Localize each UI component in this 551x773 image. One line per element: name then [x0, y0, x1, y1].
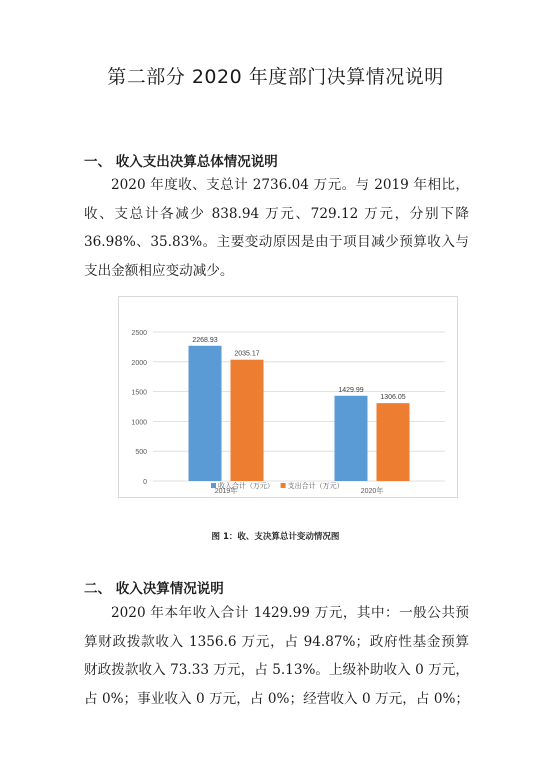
paragraph-line: 算财政拨款收入 1356.6 万元，占 94.87%；政府性基金预算 — [84, 633, 469, 650]
y-tick-label: 2500 — [131, 330, 147, 337]
x-tick-label: 2019年 — [214, 488, 238, 495]
bar — [335, 396, 368, 481]
y-tick-label: 2000 — [131, 359, 147, 367]
data-label: 1306.05 — [380, 394, 406, 402]
paragraph-line: 2020 年度收、支总计 2736.04 万元。与 2019 年相比， — [111, 177, 469, 193]
paragraph-line: 2020 年本年收入合计 1429.99 万元，其中：一般公共预 — [111, 605, 469, 621]
data-label: 2035.17 — [234, 350, 260, 358]
y-tick-label: 1000 — [131, 419, 147, 427]
chart-caption: 图 1：收、支决算总计变动情况图 — [211, 532, 340, 542]
paragraph-line: 支出金额相应变动减少。 — [84, 262, 234, 279]
paragraph-line: 财政拨款收入 73.33 万元，占 5.13%。上级补助收入 0 万元， — [84, 662, 469, 678]
legend-label: 收入合计（万元） — [218, 483, 274, 490]
section-1-paragraph — [84, 171, 469, 285]
chart-svg — [119, 297, 457, 497]
legend-swatch — [281, 483, 286, 488]
y-tick-label: 0 — [143, 479, 147, 486]
y-tick-label: 500 — [135, 449, 147, 457]
section-heading-2: 二、 收入决算情况说明 — [84, 581, 224, 597]
legend-swatch — [211, 483, 216, 488]
data-label: 2268.93 — [192, 336, 218, 344]
bar — [231, 360, 264, 481]
bar — [189, 346, 222, 481]
section-heading-1: 一、 收入支出决算总体情况说明 — [84, 154, 278, 170]
page-title: 第二部分 2020 年度部门决算情况说明 — [107, 66, 444, 88]
section-2-paragraph — [84, 599, 469, 713]
paragraph-line: 36.98%、35.83%。主要变动原因是由于项目减少预算收入与 — [84, 234, 469, 250]
paragraph-line: 占 0%；事业收入 0 万元，占 0%；经营收入 0 万元，占 0%； — [84, 690, 469, 707]
y-tick-label: 1500 — [131, 389, 147, 397]
data-label: 1429.99 — [338, 386, 364, 394]
legend-label: 支出合计（万元） — [287, 483, 344, 490]
income-expense-chart — [118, 296, 458, 498]
bar — [377, 403, 410, 481]
x-tick-label: 2020年 — [360, 488, 384, 495]
paragraph-line: 收、支总计各减少 838.94 万元、729.12 万元，分别下降 — [84, 205, 469, 222]
